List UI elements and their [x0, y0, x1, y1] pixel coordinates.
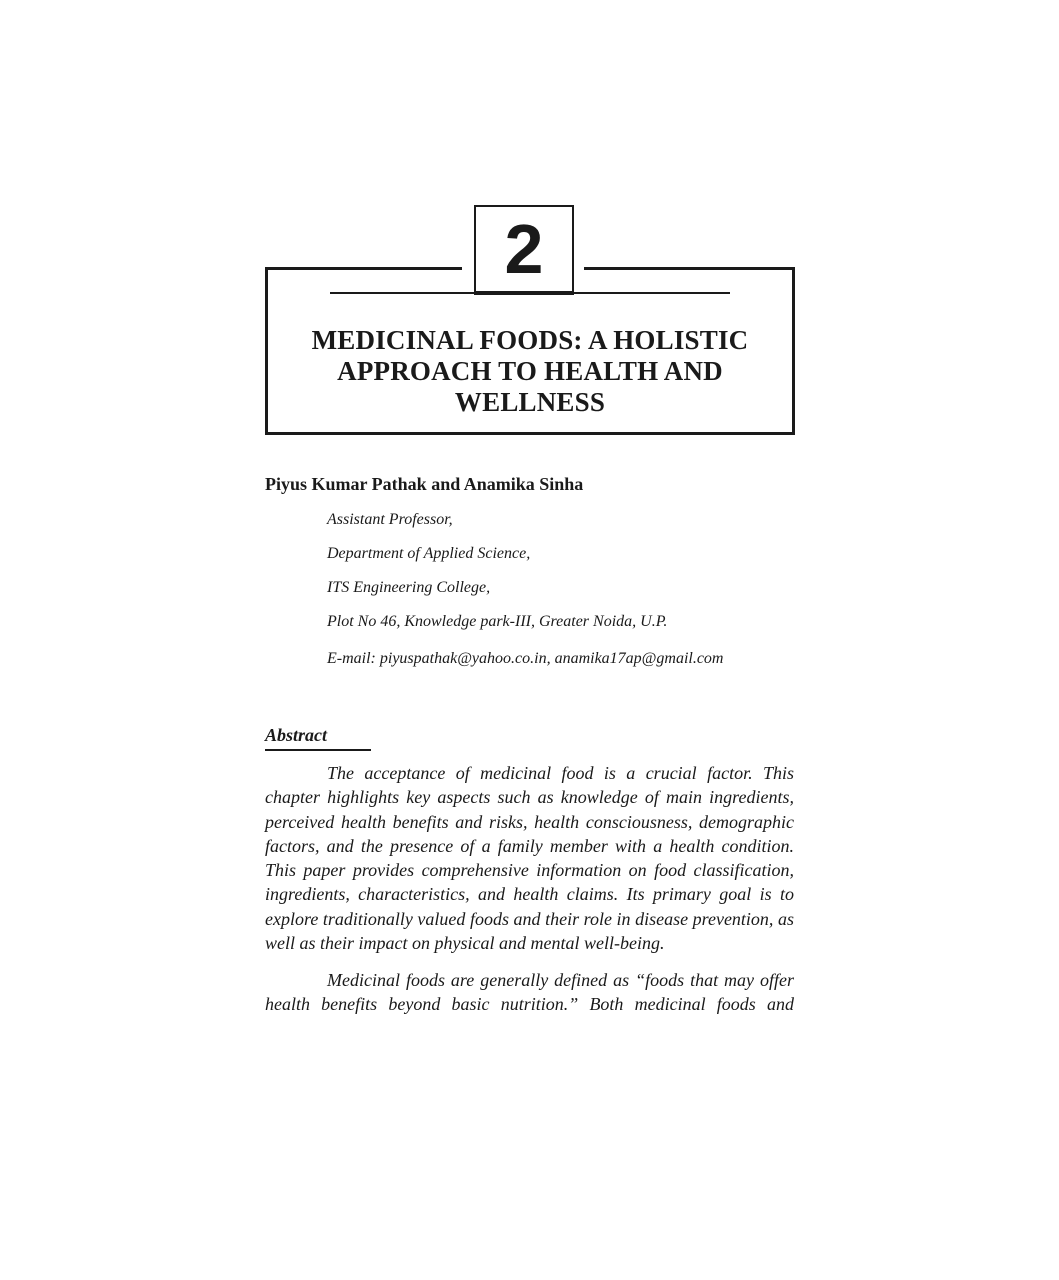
frame-gap-left — [462, 264, 474, 272]
affiliation-address: Plot No 46, Knowledge park-III, Greater Noida, U.P. — [327, 613, 668, 630]
abstract-paragraph-1-text: The acceptance of medicinal food is a crucial factor. This chapter highlights key aspects such as knowledge of main ingredients, perceived health benefits and risks, health consciousness, demographic factors, and the presence of a family member with a health condition. This paper provides comprehensive information on food classification, ingredients, characteristics, and health claims. Its primary goal is to explore traditionally valued foods and their role in disease prevention, as well as their impact on physical and mental well-being. — [265, 763, 794, 954]
affiliation-department: Department of Applied Science, — [327, 545, 531, 562]
chapter-title: MEDICINAL FOODS: A HOLISTIC APPROACH TO HEALTH AND WELLNESS — [311, 325, 749, 417]
abstract-heading-underline — [265, 749, 371, 751]
affiliation-position: Assistant Professor, — [327, 511, 453, 528]
affiliation-college: ITS Engineering College, — [327, 579, 491, 596]
abstract-paragraph-2-text: Medicinal foods are generally defined as “foods that may offer health benefits beyond basic nutrition.” Both medicinal foods and — [265, 970, 794, 1015]
affiliation-email: E-mail: piyuspathak@yahoo.co.in, anamika17ap@gmail.com — [327, 650, 724, 667]
chapter-number: 2 — [474, 205, 574, 295]
abstract-paragraph-2 — [265, 968, 794, 1017]
author-names: Piyus Kumar Pathak and Anamika Sinha — [265, 474, 584, 494]
abstract-heading: Abstract — [265, 725, 328, 745]
abstract-paragraph-1 — [265, 761, 794, 955]
